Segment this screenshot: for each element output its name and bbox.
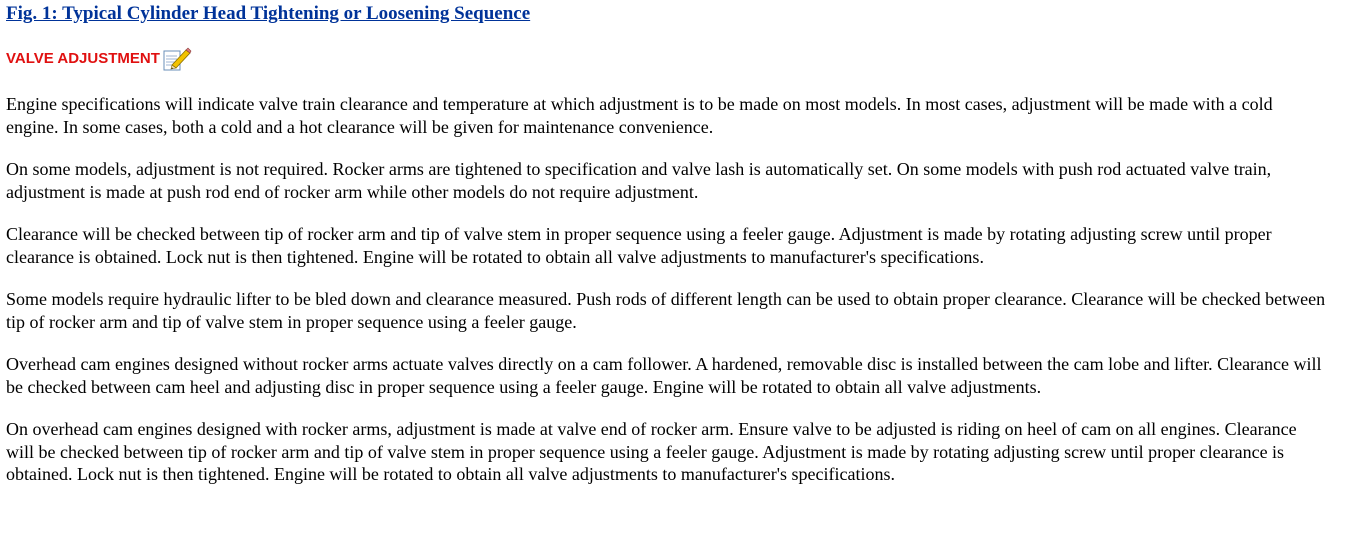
paragraph: Clearance will be checked between tip of rocker arm and tip of valve stem in proper sequence using a feeler gauge. Adjustment is made by rotating adjusting screw until proper clearance is obtained. Lock nut is then tightened. Engine will be rotated to obtain all valve adjustments to manufacturer's specifications. (6, 224, 1272, 267)
section-title: VALVE ADJUSTMENT (6, 50, 160, 67)
section-header (6, 45, 192, 72)
paragraph: Engine specifications will indicate valve train clearance and temperature at which adjustment is to be made on most models. In most cases, adjustment will be made with a cold engine. In some cases, both a cold and a hot clearance will be given for maintenance convenience. (6, 94, 1273, 137)
paragraph: Some models require hydraulic lifter to be bled down and clearance measured. Push rods of different length can be used to obtain proper clearance. Clearance will be checked between tip of rocker arm and tip of valve stem in proper sequence using a feeler gauge. (6, 289, 1326, 332)
body-text (6, 93, 1328, 506)
paragraph: Overhead cam engines designed without rocker arms actuate valves directly on a cam follower. A hardened, removable disc is installed between the cam lobe and lifter. Clearance will be checked between cam heel and adjusting disc in proper sequence using a feeler gauge. Engine will be rotated to obtain all valve adjustments. (6, 354, 1322, 397)
paragraph: On overhead cam engines designed with rocker arms, adjustment is made at valve end of rocker arm. Ensure valve to be adjusted is riding on heel of cam on all engines. Clearance will be checked between tip of rocker arm and tip of valve stem in proper sequence using a feeler gauge. Adjustment is made by rotating adjusting screw until proper clearance is obtained. Lock nut is then tightened. Engine will be rotated to obtain all valve adjustments to manufacturer's specifications. (6, 419, 1297, 484)
note-edit-icon[interactable] (162, 46, 192, 72)
paragraph: On some models, adjustment is not required. Rocker arms are tightened to specification and valve lash is automatically set. On some models with push rod actuated valve train, adjustment is made at push rod end of rocker arm while other models do not require adjustment. (6, 159, 1272, 202)
figure-link[interactable]: Fig. 1: Typical Cylinder Head Tightening or Loosening Sequence (6, 3, 531, 24)
